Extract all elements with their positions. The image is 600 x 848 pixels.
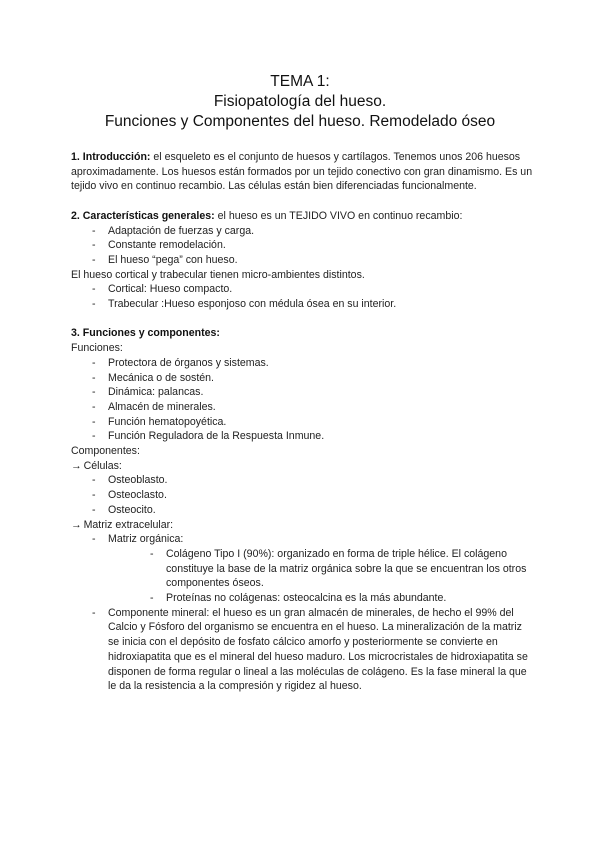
section-text: el hueso es un TEJIDO VIVO en continuo recambio: [214,209,463,222]
title-line-3: Funciones y Componentes del hueso. Remodelado óseo [104,113,496,130]
section-caracteristicas [71,209,533,224]
bullet-dash-icon: - [92,533,96,546]
right-arrow-icon: → [71,518,82,531]
list-item: - Osteocito. [92,503,156,516]
celulas-label: → Células: [71,459,122,472]
list-item: - Dinámica: palancas. [92,386,204,399]
bullet-dash-icon: - [92,239,96,252]
list-item: - Función hematopoyética. [92,415,227,428]
bullet-dash-icon: - [92,415,96,428]
list-item: - Osteoclasto. [92,489,167,502]
document-title [0,72,600,132]
title-line-2: Fisiopatología del hueso. [213,93,387,110]
document-body [71,150,533,694]
section-text: el esqueleto es el conjunto de huesos y cartílagos. Tenemos unos 206 huesos aproximadamente. Los huesos están formados por un tejido conectivo con gran dinamismo. Es un tejido vivo en continuo recambio. Las células están bien diferenciadas funcionalmente. [71,151,533,193]
bullet-dash-icon: - [92,503,96,516]
list-item: - Almacén de minerales. [92,400,216,413]
paragraph: El hueso cortical y trabecular tienen micro-ambientes distintos. [71,268,365,281]
sub-list-item: - Colágeno Tipo I (90%): organizado en forma de triple hélice. El colágeno constituye la base de la matriz orgánica sobre la que se encuentran los otros componentes óseos. [150,547,527,590]
componentes-label: Componentes: [71,445,140,458]
list-item: - El hueso “pega” con hueso. [92,253,238,266]
list-item: - Función Reguladora de la Respuesta Inmune. [92,430,325,443]
bullet-dash-icon: - [92,371,96,384]
funciones-label: Funciones: [71,342,123,355]
bullet-dash-icon: - [92,386,96,399]
sub-list-item: - Proteínas no colágenas: osteocalcina es la más abundante. [150,592,447,605]
bullet-dash-icon: - [92,253,96,266]
bullet-dash-icon: - [150,592,154,605]
section-heading: 1. Introducción: [71,151,151,163]
bullet-dash-icon: - [150,547,154,560]
title-line-1: TEMA 1: [270,73,330,90]
section-introduccion [71,150,533,194]
bullet-dash-icon: - [92,474,96,487]
list-item: - Cortical: Hueso compacto. [92,283,233,296]
list-item: - Matriz orgánica: [92,533,184,546]
list-item: - Trabecular :Hueso esponjoso con médula ósea en su interior. [92,298,397,311]
list-item: - Osteoblasto. [92,474,168,487]
list-item: - Mecánica o de sostén. [92,371,214,384]
bullet-dash-icon: - [92,356,96,369]
list-item: - Constante remodelación. [92,239,226,252]
bullet-dash-icon: - [92,400,96,413]
bullet-dash-icon: - [92,224,96,237]
list-item: - Adaptación de fuerzas y carga. [92,224,255,237]
section-heading: 3. Funciones y componentes: [71,327,220,340]
list-item: - Protectora de órganos y sistemas. [92,356,269,369]
bullet-dash-icon: - [92,298,96,311]
matriz-label: → Matriz extracelular: [71,518,174,531]
list-item: - Componente mineral: el hueso es un gran almacén de minerales, de hecho el 99% del Calcio y Fósforo del organismo se encuentra en el hueso. La mineralización de la matriz se inicia con el depósito de fosfato cálcico amorfo y posteriormente se convierte en hidroxiapatita que es el mineral del hueso maduro. Los microcristales de hidroxiapatita se disponen de forma regular o lineal a las moléculas de colágeno. Es la fase mineral la que le da la resistencia a la compresión y rigidez al hueso. [92,606,528,693]
bullet-dash-icon: - [92,606,96,619]
section-heading: 2. Características generales: [71,209,215,222]
bullet-dash-icon: - [92,489,96,502]
right-arrow-icon: → [71,459,82,472]
bullet-dash-icon: - [92,430,96,443]
bullet-dash-icon: - [92,283,96,296]
